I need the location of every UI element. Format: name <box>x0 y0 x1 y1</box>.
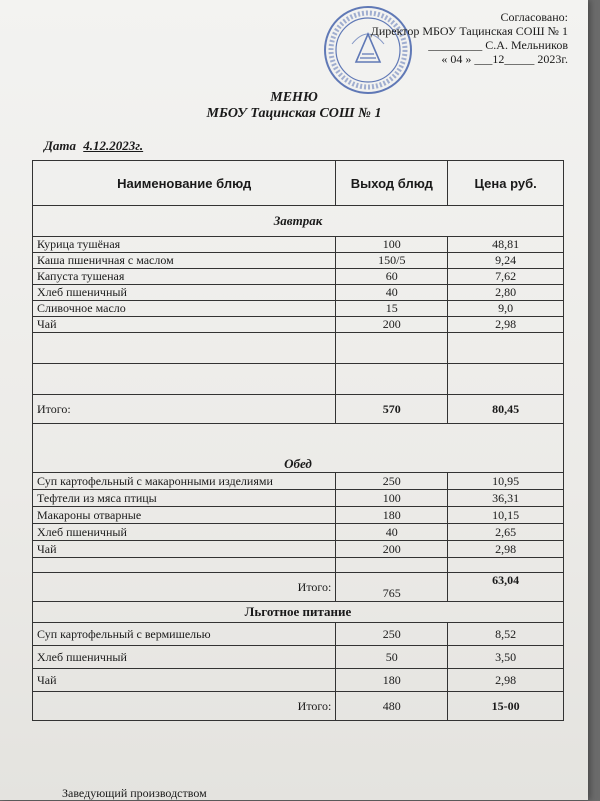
dish-portion: 40 <box>336 524 448 541</box>
menu-table <box>32 160 564 721</box>
dish-name: Сливочное масло <box>33 301 336 317</box>
approval-director: Директор МБОУ Тацинская СОШ № 1 <box>370 24 568 38</box>
table-row <box>33 646 564 669</box>
empty-row <box>33 558 564 573</box>
dish-name: Чай <box>33 541 336 558</box>
table-row <box>33 507 564 524</box>
dish-portion: 250 <box>336 623 448 646</box>
table-row <box>33 269 564 285</box>
table-row <box>33 301 564 317</box>
section-title-lunch: Обед <box>33 424 564 473</box>
dish-name: Каша пшеничная с маслом <box>33 253 336 269</box>
table-row <box>33 524 564 541</box>
dish-price: 9,24 <box>448 253 564 269</box>
approval-signature: _________ С.А. Мельников <box>428 38 568 52</box>
table-row <box>33 623 564 646</box>
section-row-breakfast <box>33 206 564 237</box>
dish-name: Капуста тушеная <box>33 269 336 285</box>
table-row <box>33 473 564 490</box>
table-header-row <box>33 161 564 206</box>
dish-price: 2,98 <box>448 541 564 558</box>
dish-price: 2,80 <box>448 285 564 301</box>
total-portion: 765 <box>336 573 448 602</box>
dish-price: 2,98 <box>448 317 564 333</box>
header-dish-name: Наименование блюд <box>33 161 336 206</box>
dish-portion: 180 <box>336 669 448 692</box>
dish-price: 8,52 <box>448 623 564 646</box>
dish-portion: 100 <box>336 237 448 253</box>
total-portion: 480 <box>336 692 448 721</box>
table-row <box>33 317 564 333</box>
dish-name: Хлеб пшеничный <box>33 285 336 301</box>
dish-price: 3,50 <box>448 646 564 669</box>
dish-portion: 200 <box>336 317 448 333</box>
total-portion: 570 <box>336 395 448 424</box>
total-row-breakfast <box>33 395 564 424</box>
dish-portion: 100 <box>336 490 448 507</box>
table-row <box>33 285 564 301</box>
dish-portion: 250 <box>336 473 448 490</box>
section-row-preferential <box>33 602 564 623</box>
total-price: 63,04 <box>448 573 564 602</box>
menu-title: МЕНЮ <box>270 90 318 105</box>
header-price: Цена руб. <box>448 161 564 206</box>
section-title-preferential: Льготное питание <box>33 602 564 623</box>
table-row <box>33 253 564 269</box>
table-row <box>33 669 564 692</box>
dish-portion: 50 <box>336 646 448 669</box>
total-price: 15-00 <box>448 692 564 721</box>
dish-name: Чай <box>33 669 336 692</box>
date-line <box>44 138 143 154</box>
dish-name: Чай <box>33 317 336 333</box>
header-portion: Выход блюд <box>336 161 448 206</box>
approval-block <box>318 10 568 66</box>
dish-portion: 180 <box>336 507 448 524</box>
school-name: МБОУ Тацинская СОШ № 1 <box>206 106 382 121</box>
dish-name: Хлеб пшеничный <box>33 524 336 541</box>
dish-price: 36,31 <box>448 490 564 507</box>
dish-name: Суп картофельный с макаронными изделиями <box>33 473 336 490</box>
dish-portion: 200 <box>336 541 448 558</box>
total-label: Итого: <box>33 395 336 424</box>
total-label: Итого: <box>33 573 336 602</box>
dish-price: 9,0 <box>448 301 564 317</box>
section-row-lunch <box>33 424 564 473</box>
dish-price: 2,98 <box>448 669 564 692</box>
dish-price: 10,95 <box>448 473 564 490</box>
dish-name: Суп картофельный с вермишелью <box>33 623 336 646</box>
dish-price: 10,15 <box>448 507 564 524</box>
dish-name: Курица тушёная <box>33 237 336 253</box>
footer-signature-line: Заведующий производством <box>62 786 207 800</box>
table-row <box>33 541 564 558</box>
total-price: 80,45 <box>448 395 564 424</box>
dish-price: 48,81 <box>448 237 564 253</box>
dish-portion: 60 <box>336 269 448 285</box>
approval-date: « 04 » ___12_____ 2023г. <box>441 52 568 66</box>
dish-price: 2,65 <box>448 524 564 541</box>
table-row <box>33 237 564 253</box>
dish-name: Хлеб пшеничный <box>33 646 336 669</box>
approval-heading: Согласовано: <box>500 10 568 24</box>
dish-portion: 15 <box>336 301 448 317</box>
date-label: Дата <box>44 138 76 153</box>
dish-portion: 150/5 <box>336 253 448 269</box>
total-label: Итого: <box>33 692 336 721</box>
date-value: 4.12.2023г. <box>83 138 144 153</box>
total-row-preferential <box>33 692 564 721</box>
dish-price: 7,62 <box>448 269 564 285</box>
total-row-lunch <box>33 573 564 602</box>
empty-row <box>33 364 564 395</box>
dish-portion: 40 <box>336 285 448 301</box>
section-title-breakfast: Завтрак <box>33 206 564 237</box>
empty-row <box>33 333 564 364</box>
dish-name: Макароны отварные <box>33 507 336 524</box>
dish-name: Тефтели из мяса птицы <box>33 490 336 507</box>
table-row <box>33 490 564 507</box>
